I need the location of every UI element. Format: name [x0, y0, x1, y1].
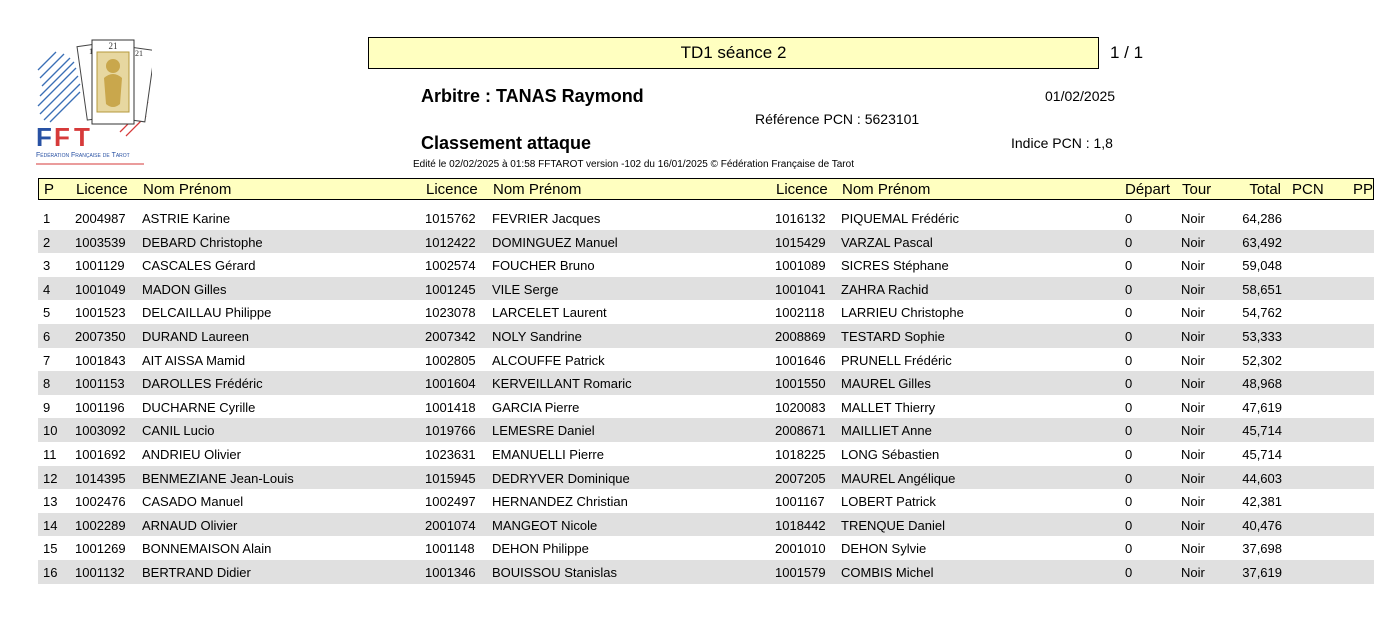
col-licence-3: Licence	[776, 181, 828, 198]
cell-licence-1: 1001843	[75, 352, 126, 368]
cell-depart: 0	[1125, 494, 1133, 510]
cell-licence-1: 1001523	[75, 305, 126, 321]
svg-text:F: F	[36, 122, 52, 152]
cell-nom-1: DEBARD Christophe	[142, 234, 263, 250]
cell-tour: Noir	[1181, 470, 1205, 486]
cell-licence-1: 1014395	[75, 470, 126, 486]
col-licence-1: Licence	[76, 181, 128, 198]
col-nom-1: Nom Prénom	[143, 181, 232, 198]
ranking-title: Classement attaque	[421, 133, 592, 153]
page-title: TD1 séance 2	[368, 37, 1099, 69]
table-row	[38, 418, 1374, 442]
cell-total: 44,603	[1242, 470, 1282, 486]
cell-licence-2: 1001245	[425, 281, 476, 297]
cell-depart: 0	[1125, 470, 1133, 486]
cell-total: 53,333	[1242, 328, 1282, 344]
cell-total: 63,492	[1242, 234, 1282, 250]
cell-licence-2: 1001418	[425, 399, 476, 415]
cell-nom-2: EMANUELLI Pierre	[492, 446, 604, 462]
cell-nom-2: MANGEOT Nicole	[492, 517, 598, 533]
cell-licence-1: 1003092	[75, 423, 126, 439]
pcn-index: Indice PCN : 1,8	[1011, 135, 1113, 151]
cell-licence-1: 1003539	[75, 234, 126, 250]
cell-licence-3: 2007205	[775, 470, 826, 486]
cell-nom-3: LOBERT Patrick	[841, 494, 936, 510]
cell-nom-3: COMBIS Michel	[841, 564, 934, 580]
cell-licence-1: 1001129	[75, 258, 125, 274]
cell-tour: Noir	[1181, 541, 1205, 557]
cell-nom-3: PRUNELL Frédéric	[841, 352, 952, 368]
cell-nom-1: ASTRIE Karine	[142, 211, 231, 226]
cell-nom-1: ARNAUD Olivier	[142, 517, 238, 533]
cell-depart: 0	[1125, 258, 1133, 274]
cell-tour: Noir	[1181, 258, 1205, 274]
cell-p: 1	[43, 211, 51, 226]
cell-nom-3: LARRIEU Christophe	[841, 305, 964, 321]
cell-total: 42,381	[1242, 494, 1282, 510]
cell-depart: 0	[1125, 376, 1133, 392]
cell-licence-2: 1015945	[425, 470, 476, 486]
cell-nom-2: VILE Serge	[492, 281, 559, 297]
cell-total: 52,302	[1242, 352, 1282, 368]
cell-licence-1: 1001196	[75, 399, 125, 415]
cell-licence-3: 1001089	[775, 258, 826, 274]
cell-total: 37,698	[1242, 541, 1282, 557]
col-pp: PP	[1353, 181, 1374, 198]
cell-nom-3: MAUREL Angélique	[841, 470, 956, 486]
cell-nom-1: BERTRAND Didier	[142, 564, 251, 580]
cell-total: 37,619	[1242, 564, 1282, 580]
cell-depart: 0	[1125, 305, 1133, 321]
table-row	[38, 300, 1374, 324]
col-depart: Départ	[1125, 181, 1171, 198]
cell-p: 9	[43, 399, 51, 415]
cell-nom-1: DELCAILLAU Philippe	[142, 305, 272, 321]
cell-licence-3: 1018442	[775, 517, 826, 533]
cell-nom-3: SICRES Stéphane	[841, 258, 949, 274]
col-nom-2: Nom Prénom	[493, 181, 582, 198]
cell-total: 59,048	[1242, 258, 1282, 274]
cell-p: 14	[43, 517, 58, 533]
cell-licence-2: 1001148	[425, 541, 475, 557]
cell-licence-3: 1002118	[775, 305, 825, 321]
table-row	[38, 348, 1374, 372]
cell-nom-3: VARZAL Pascal	[841, 234, 933, 250]
cell-nom-1: BONNEMAISON Alain	[142, 541, 272, 557]
cell-nom-2: HERNANDEZ Christian	[492, 494, 628, 510]
cell-tour: Noir	[1181, 234, 1205, 250]
col-pcn: PCN	[1292, 181, 1324, 198]
cell-depart: 0	[1125, 281, 1133, 297]
table-row	[38, 230, 1374, 254]
svg-text:21: 21	[135, 49, 143, 58]
cell-tour: Noir	[1181, 352, 1205, 368]
cell-tour: Noir	[1181, 376, 1205, 392]
cell-nom-1: BENMEZIANE Jean-Louis	[142, 470, 294, 486]
cell-nom-2: DEHON Philippe	[492, 541, 589, 557]
table-row	[38, 560, 1374, 584]
cell-nom-3: PIQUEMAL Frédéric	[841, 211, 959, 226]
table-row	[38, 466, 1374, 490]
cell-depart: 0	[1125, 423, 1133, 439]
cell-nom-2: BOUISSOU Stanislas	[492, 564, 617, 580]
cell-nom-3: MAUREL Gilles	[841, 376, 931, 392]
cell-total: 45,714	[1242, 446, 1282, 462]
cell-tour: Noir	[1181, 423, 1205, 439]
cell-licence-2: 1001346	[425, 564, 476, 580]
svg-text:21: 21	[108, 41, 118, 51]
cell-licence-2: 1002805	[425, 352, 476, 368]
ranking-table	[38, 178, 1374, 584]
cell-nom-2: KERVEILLANT Romaric	[492, 376, 632, 392]
cell-nom-1: CANIL Lucio	[142, 423, 215, 439]
cell-nom-1: DUCHARNE Cyrille	[142, 399, 256, 415]
cell-depart: 0	[1125, 211, 1133, 226]
cell-total: 54,762	[1242, 305, 1282, 321]
event-date: 01/02/2025	[1045, 88, 1116, 104]
cell-nom-3: TESTARD Sophie	[841, 328, 945, 344]
table-header	[38, 178, 1374, 200]
cell-depart: 0	[1125, 352, 1133, 368]
cell-p: 4	[43, 281, 51, 297]
cell-nom-2: GARCIA Pierre	[492, 399, 580, 415]
cell-nom-1: AIT AISSA Mamid	[142, 352, 246, 368]
cell-tour: Noir	[1181, 305, 1205, 321]
fft-logo-graphic	[34, 38, 152, 166]
cell-licence-2: 1002574	[425, 258, 476, 274]
table-row	[38, 442, 1374, 466]
cell-p: 10	[43, 423, 58, 439]
cell-tour: Noir	[1181, 517, 1205, 533]
cell-licence-3: 2008671	[775, 423, 826, 439]
pcn-reference: Référence PCN : 5623101	[755, 111, 920, 127]
col-licence-2: Licence	[426, 181, 478, 198]
cell-nom-3: TRENQUE Daniel	[841, 517, 946, 533]
cell-licence-2: 1023078	[425, 305, 476, 321]
cell-nom-3: MALLET Thierry	[841, 399, 936, 415]
table-row	[38, 371, 1374, 395]
edition-note: Edité le 02/02/2025 à 01:58 FFTAROT version -102 du 16/01/2025 © Fédération Française de Tarot	[413, 159, 854, 170]
cell-licence-1: 1001153	[75, 376, 125, 392]
cell-licence-3: 1016132	[775, 211, 826, 226]
cell-licence-2: 2007342	[425, 328, 476, 344]
table-row	[38, 206, 1374, 230]
cell-licence-1: 2007350	[75, 328, 126, 344]
cell-tour: Noir	[1181, 281, 1205, 297]
cell-licence-1: 1001269	[75, 541, 126, 557]
cell-total: 40,476	[1242, 517, 1282, 533]
cell-nom-2: LARCELET Laurent	[492, 305, 607, 321]
cell-licence-3: 2001010	[775, 541, 826, 557]
table-row	[38, 536, 1374, 560]
cell-total: 47,619	[1242, 399, 1282, 415]
table-row	[38, 395, 1374, 419]
cell-tour: Noir	[1181, 446, 1205, 462]
col-p: P	[44, 181, 55, 198]
cell-p: 11	[43, 446, 57, 462]
cell-nom-3: DEHON Sylvie	[841, 541, 927, 557]
arbitre-label: Arbitre : TANAS Raymond	[421, 86, 644, 106]
cell-licence-1: 1002289	[75, 517, 126, 533]
cell-p: 12	[43, 470, 58, 486]
col-total: Total	[1249, 181, 1281, 198]
cell-nom-2: DOMINGUEZ Manuel	[492, 234, 618, 250]
table-row	[38, 489, 1374, 513]
fft-logo	[34, 38, 152, 166]
cell-licence-1: 1001692	[75, 446, 126, 462]
cell-licence-3: 1001579	[775, 564, 826, 580]
cell-nom-1: DURAND Laureen	[142, 328, 249, 344]
cell-nom-3: LONG Sébastien	[841, 446, 940, 462]
page-number: 1 / 1	[1110, 43, 1144, 62]
cell-total: 64,286	[1242, 211, 1282, 226]
table-row	[38, 513, 1374, 537]
cell-nom-2: DEDRYVER Dominique	[492, 470, 630, 486]
cell-p: 6	[43, 328, 51, 344]
cell-p: 15	[43, 541, 58, 557]
cell-tour: Noir	[1181, 564, 1205, 580]
cell-tour: Noir	[1181, 328, 1205, 344]
cell-p: 7	[43, 352, 51, 368]
cell-depart: 0	[1125, 234, 1133, 250]
cell-licence-2: 2001074	[425, 517, 476, 533]
cell-licence-2: 1015762	[425, 211, 476, 226]
cell-depart: 0	[1125, 446, 1133, 462]
cell-nom-1: MADON Gilles	[142, 281, 227, 297]
cell-nom-1: DAROLLES Frédéric	[142, 376, 263, 392]
cell-licence-2: 1002497	[425, 494, 476, 510]
table-row	[38, 324, 1374, 348]
svg-text:1: 1	[89, 47, 93, 56]
cell-licence-3: 1001550	[775, 376, 826, 392]
cell-licence-3: 2008869	[775, 328, 826, 344]
cell-depart: 0	[1125, 399, 1133, 415]
svg-text:T: T	[74, 122, 90, 152]
cell-tour: Noir	[1181, 399, 1205, 415]
cell-nom-1: CASCALES Gérard	[142, 258, 256, 274]
cell-licence-2: 1001604	[425, 376, 476, 392]
cell-tour: Noir	[1181, 494, 1205, 510]
cell-nom-3: MAILLIET Anne	[841, 423, 932, 439]
cell-licence-1: 1002476	[75, 494, 126, 510]
table-body	[38, 206, 1374, 584]
cell-depart: 0	[1125, 541, 1133, 557]
cell-licence-3: 1020083	[775, 399, 826, 415]
cell-p: 13	[43, 494, 58, 510]
cell-licence-2: 1012422	[425, 234, 476, 250]
cell-nom-1: ANDRIEU Olivier	[142, 446, 241, 462]
cell-nom-2: ALCOUFFE Patrick	[492, 352, 605, 368]
cell-nom-3: ZAHRA Rachid	[841, 281, 929, 297]
cell-licence-2: 1019766	[425, 423, 476, 439]
cell-nom-2: NOLY Sandrine	[492, 328, 582, 344]
cell-licence-1: 1001049	[75, 281, 126, 297]
table-row	[38, 277, 1374, 301]
cell-licence-3: 1015429	[775, 234, 826, 250]
cell-nom-2: LEMESRE Daniel	[492, 423, 595, 439]
cell-depart: 0	[1125, 564, 1133, 580]
cell-p: 16	[43, 564, 58, 580]
cell-licence-3: 1001041	[775, 281, 826, 297]
cell-p: 5	[43, 305, 51, 321]
cell-licence-2: 1023631	[425, 446, 476, 462]
cell-total: 48,968	[1242, 376, 1282, 392]
svg-text:F: F	[54, 122, 70, 152]
cell-total: 58,651	[1242, 281, 1282, 297]
cell-licence-1: 1001132	[75, 564, 125, 580]
table-row	[38, 253, 1374, 277]
cell-nom-1: CASADO Manuel	[142, 494, 244, 510]
cell-nom-2: FOUCHER Bruno	[492, 258, 595, 274]
cell-depart: 0	[1125, 328, 1133, 344]
cell-licence-3: 1001646	[775, 352, 826, 368]
cell-licence-3: 1018225	[775, 446, 826, 462]
cell-tour: Noir	[1181, 211, 1205, 226]
fft-logo-caption: Fédération Française de Tarot	[36, 152, 130, 159]
cell-licence-1: 2004987	[75, 211, 126, 226]
col-nom-3: Nom Prénom	[842, 181, 931, 198]
cell-nom-2: FEVRIER Jacques	[492, 211, 601, 226]
cell-licence-3: 1001167	[775, 494, 825, 510]
cell-depart: 0	[1125, 517, 1133, 533]
cell-p: 8	[43, 376, 51, 392]
cell-total: 45,714	[1242, 423, 1282, 439]
cell-p: 3	[43, 258, 51, 274]
cell-p: 2	[43, 234, 51, 250]
col-tour: Tour	[1182, 181, 1212, 198]
